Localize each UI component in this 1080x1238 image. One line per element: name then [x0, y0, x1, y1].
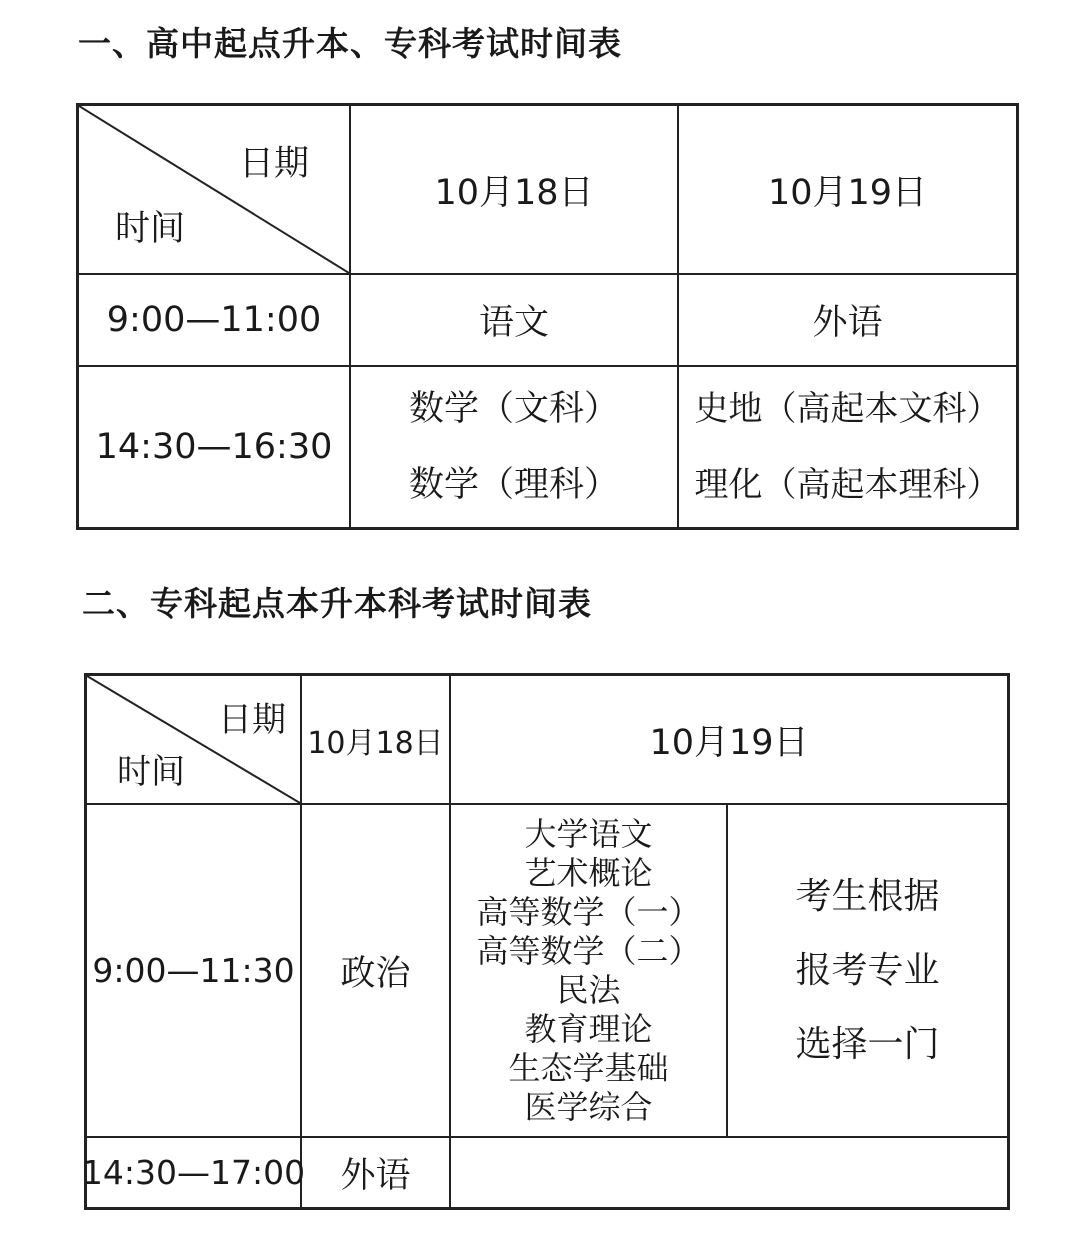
date-header-label: 日期	[218, 700, 286, 740]
subject-option: 高等数学（一）	[476, 892, 701, 931]
date-header-cell: 10月18日	[302, 676, 451, 805]
date-header-cell: 10月19日	[679, 106, 1016, 275]
note-line: 报考专业	[795, 949, 940, 991]
subject-option: 高等数学（二）	[476, 931, 701, 970]
empty-cell	[451, 1138, 1007, 1207]
subject-cell	[351, 275, 679, 367]
selection-note-cell	[728, 805, 1007, 1138]
subject-option: 民法	[556, 970, 621, 1009]
subject-cell	[679, 275, 1016, 367]
subject-text: 数学（理科）	[408, 465, 619, 505]
exam-schedule-table-1	[76, 103, 1019, 530]
subject-text: 语文	[478, 303, 549, 343]
date-header-cell: 10月19日	[451, 676, 1007, 805]
subject-option: 医学综合	[524, 1087, 653, 1126]
note-line: 选择一门	[795, 1023, 940, 1065]
subject-list-cell	[451, 805, 728, 1138]
subject-text: 理化（高起本理科）	[694, 465, 1001, 505]
subject-text: 史地（高起本文科）	[694, 389, 1001, 429]
time-slot-cell: 9:00—11:00	[79, 275, 351, 367]
note-line: 考生根据	[795, 875, 940, 917]
time-slot-cell: 9:00—11:30	[87, 805, 302, 1138]
subject-text: 数学（文科）	[408, 389, 619, 429]
date-header-label: 日期	[238, 144, 309, 184]
exam-schedule-table-2	[81, 673, 1010, 1210]
time-header-label: 时间	[117, 752, 185, 792]
subject-option: 生态学基础	[508, 1048, 669, 1087]
time-slot-cell: 14:30—16:30	[79, 367, 351, 527]
subject-cell: 政治	[302, 805, 451, 1138]
subject-cell	[679, 367, 1016, 527]
header-diagonal-cell	[87, 676, 302, 805]
subject-option: 艺术概论	[524, 853, 653, 892]
subject-option: 大学语文	[524, 814, 653, 853]
subject-cell	[351, 367, 679, 527]
time-slot-cell: 14:30—17:00	[87, 1138, 302, 1207]
section-2-title: 二、专科起点本升本科考试时间表	[82, 584, 592, 623]
subject-cell: 外语	[302, 1138, 451, 1207]
time-header-label: 时间	[115, 209, 186, 249]
section-1-title: 一、高中起点升本、专科考试时间表	[78, 24, 622, 63]
header-diagonal-cell	[79, 106, 351, 275]
subject-text: 外语	[812, 303, 883, 343]
subject-option: 教育理论	[524, 1009, 653, 1048]
date-header-cell: 10月18日	[351, 106, 679, 275]
